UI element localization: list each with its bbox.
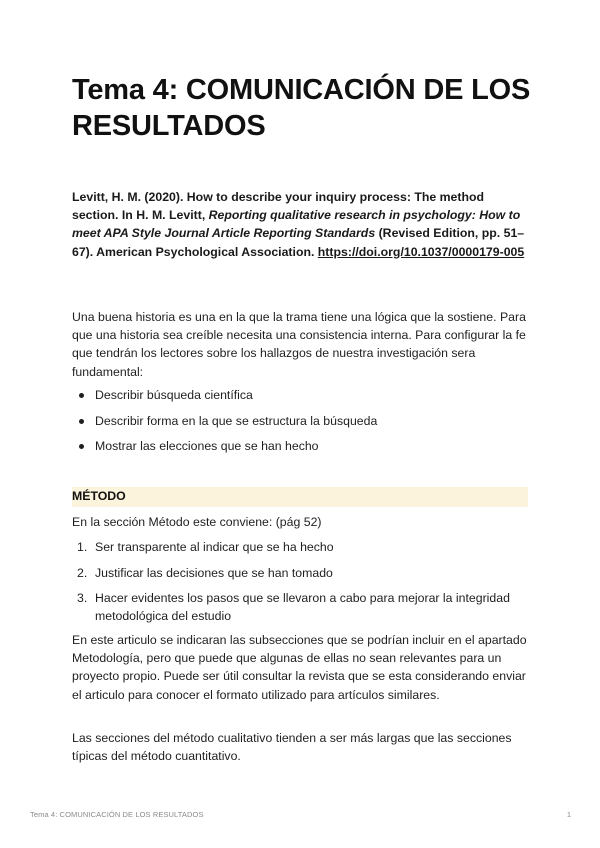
item-number: 1. — [77, 540, 88, 554]
intro-paragraph: Una buena historia es una en la que la trama tiene una lógica que la sostiene. Para que una historia sea creíble necesita una consistencia interna. Para configurar la fe que tendrán los lectores sobre los hallazgos de nuestra investigación sera fundamental: — [72, 310, 526, 379]
numbered-item — [72, 538, 530, 556]
doi-link[interactable]: https://doi.org/10.1037/0000179-005 — [317, 244, 525, 259]
reference-citation — [72, 188, 530, 261]
method-heading-text: MÉTODO — [72, 489, 126, 503]
page-number: 1 — [566, 810, 571, 819]
bullet-icon — [79, 444, 84, 449]
list-item — [72, 386, 530, 412]
list-item — [72, 437, 530, 463]
numbered-item-text: Hacer evidentes los pasos que se llevaron a cabo para mejorar la integridad metodológica del estudio — [95, 591, 510, 624]
list-item-text: Describir forma en la que se estructura la búsqueda — [95, 413, 378, 428]
item-number: 3. — [77, 591, 88, 605]
bullet-list — [72, 386, 530, 463]
item-number: 2. — [77, 565, 88, 580]
numbered-item-text: Justificar las decisiones que se han tomado — [95, 565, 333, 580]
list-item-text: Mostrar las elecciones que se han hecho — [95, 439, 319, 453]
numbered-item — [72, 564, 530, 582]
bullet-icon — [79, 419, 84, 424]
method-paragraph-1: En este articulo se indicaran las subsecciones que se podrían incluir en el apartado Metodología, pero que puede que algunas de ellas no sean relevantes para un proyecto propio. Puede ser útil consultar la revista que se esta considerando enviar el articulo para conocer el formato utilizado para artículos similares. — [72, 633, 527, 702]
list-item-text: Describir búsqueda científica — [95, 388, 253, 402]
page-title: Tema 4: COMUNICACIÓN DE LOS RESULTADOS — [72, 74, 531, 142]
citation-book-title: Reporting qualitative research in psychology: How to meet APA Style Journal Article Reporting Standards — [72, 208, 521, 241]
page-footer-title: Tema 4: COMUNICACIÓN DE LOS RESULTADOS — [30, 810, 204, 819]
numbered-item — [72, 589, 530, 625]
bullet-icon — [79, 393, 84, 398]
citation-text: Levitt, H. M. (2020). How to describe your inquiry process: The method section. In H. M. Levitt, — [72, 190, 485, 223]
method-section-heading — [72, 487, 528, 507]
numbered-item-text: Ser transparente al indicar que se ha hecho — [95, 540, 334, 554]
citation-text-end: (Revised Edition, pp. 51–67). American Psychological Association. — [72, 226, 525, 259]
list-item — [72, 412, 530, 438]
method-paragraph-2: Las secciones del método cualitativo tienden a ser más largas que las secciones típicas del método cuantitativo. — [72, 731, 512, 764]
numbered-list — [72, 538, 530, 633]
method-lead-text: En la sección Método este conviene: (pág 52) — [72, 515, 322, 529]
